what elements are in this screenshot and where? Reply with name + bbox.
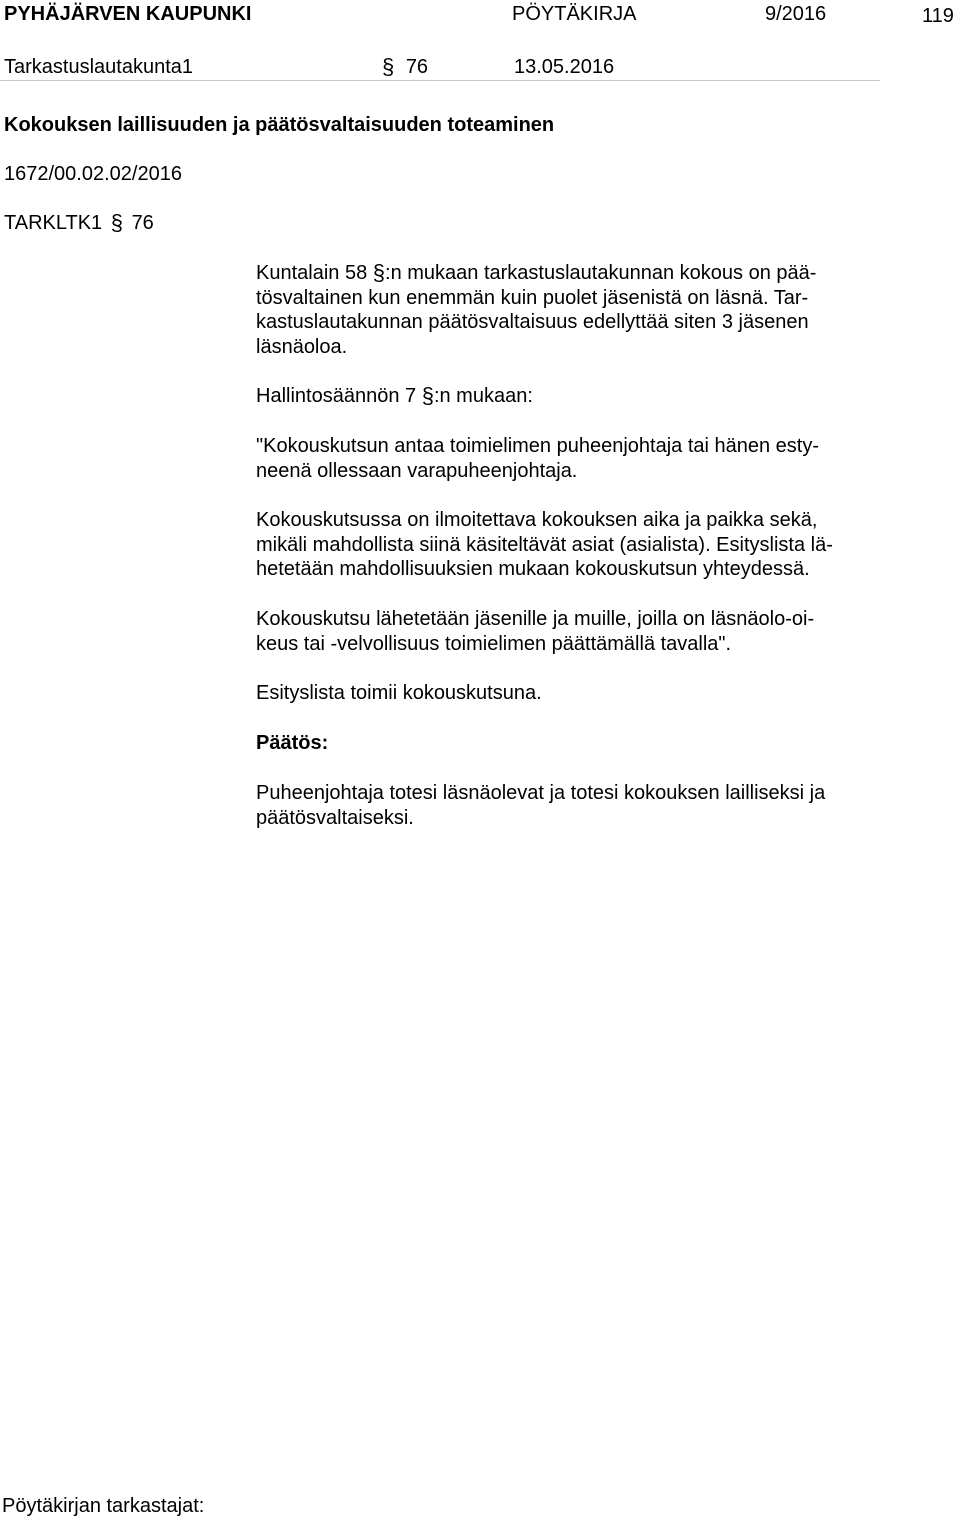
text-line: päätösvaltaiseksi.: [256, 806, 414, 829]
text-line: Kokouskutsussa on ilmoitettava kokouksen aika ja paikka sekä,: [256, 509, 818, 531]
paragraph-administrative-rule: [256, 384, 876, 409]
text-line: "Kokouskutsun antaa toimielimen puheenjohtaja tai hänen esty-: [256, 435, 820, 457]
paragraph-invitation: [256, 434, 876, 483]
decision-heading: Päätös:: [256, 732, 329, 754]
text-line: Esityslista toimii kokouskutsuna.: [256, 682, 542, 704]
item-code: [4, 211, 154, 235]
decision-heading-block: [256, 731, 876, 756]
page-number: 119: [922, 5, 954, 27]
board-name: Tarkastuslautakunta1: [4, 56, 194, 78]
document-number: 9/2016: [765, 3, 827, 25]
text-line: kastuslautakunnan päätösvaltaisuus edellyttää siten 3 jäsenen: [256, 311, 809, 333]
item-title: Kokouksen laillisuuden ja päätösvaltaisuuden toteaminen: [4, 114, 555, 136]
item-reference: 1672/00.02.02/2016: [4, 163, 182, 185]
text-segment: :n mukaan:: [433, 385, 533, 407]
text-segment: Hallintosäännön 7: [256, 385, 417, 407]
text-line: [256, 384, 876, 409]
text-line: Puheenjohtaja totesi läsnäolevat ja totesi kokouksen lailliseksi ja: [256, 782, 826, 804]
section-sign-icon: §: [110, 210, 123, 235]
reviewers-label: Pöytäkirjan tarkastajat:: [2, 1495, 205, 1517]
paragraph-agenda: [256, 681, 876, 706]
item-code-prefix: TARKLTK1: [4, 212, 103, 234]
text-line: mikäli mahdollista siinä käsiteltävät asiat (asialista). Esityslista lä-: [256, 533, 833, 556]
header-divider: [0, 80, 880, 81]
section-number-value: 76: [405, 56, 429, 78]
section-sign-icon: §: [372, 260, 386, 285]
text-line: läsnäoloa.: [256, 335, 348, 358]
paragraph-invitation-contents: [256, 508, 876, 582]
section-sign-icon: §: [382, 54, 395, 79]
text-line: Kokouskutsu lähetetään jäsenille ja muille, joilla on läsnäolo-oi-: [256, 608, 815, 630]
text-segment: :n mukaan tarkastuslautakunnan kokous on pää-: [385, 262, 817, 284]
text-line: neenä ollessaan varapuheenjohtaja.: [256, 459, 578, 482]
municipality-name: PYHÄJÄRVEN KAUPUNKI: [4, 3, 252, 25]
text-line: keus tai -velvollisuus toimielimen päättämällä tavalla".: [256, 632, 732, 655]
decision-text: [256, 781, 876, 830]
paragraph-invitation-recipients: [256, 607, 876, 656]
meeting-date: 13.05.2016: [514, 56, 615, 78]
section-number: [382, 55, 428, 79]
paragraph-legal-basis: [256, 261, 876, 359]
text-line: tösvaltainen kun enemmän kuin puolet jäsenistä on läsnä. Tar-: [256, 286, 809, 309]
item-code-number: 76: [131, 212, 154, 234]
text-segment: Kuntalain 58: [256, 262, 368, 284]
section-sign-icon: §: [421, 383, 434, 408]
document-type: PÖYTÄKIRJA: [512, 3, 637, 25]
text-line: [256, 261, 876, 286]
text-line: hetetään mahdollisuuksien mukaan kokouskutsun yhteydessä.: [256, 558, 810, 580]
